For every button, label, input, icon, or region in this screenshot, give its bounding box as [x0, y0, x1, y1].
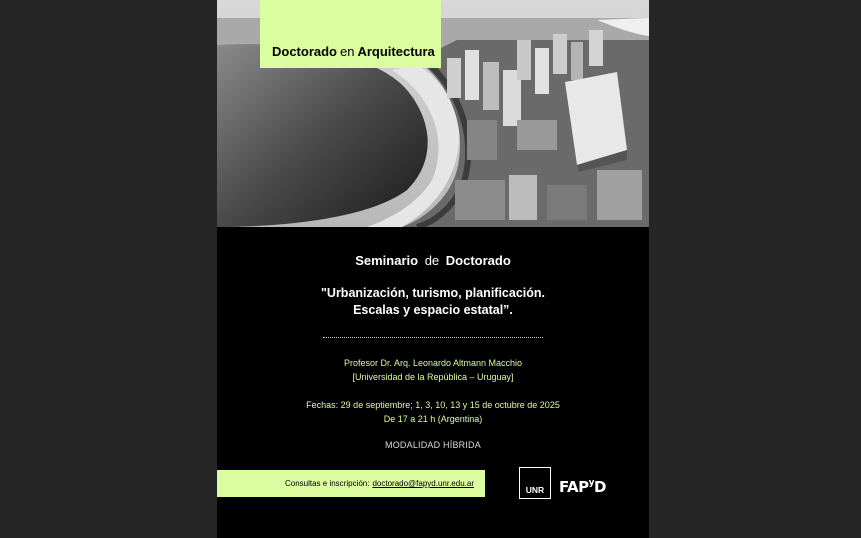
poster	[217, 0, 649, 538]
course-title-line2: Escalas y espacio estatal”.	[353, 303, 513, 317]
schedule-dates: Fechas: 29 de septiembre; 1, 3, 10, 13 y 15 de octubre de 2025	[306, 400, 560, 410]
schedule-block	[217, 398, 649, 426]
fapyd-logo	[559, 478, 606, 496]
program-title-part2: Arquitectura	[357, 44, 435, 59]
course-title-line1: "Urbanización, turismo, planificación.	[320, 286, 546, 300]
seminar-heading	[217, 253, 649, 268]
program-title-connector: en	[340, 44, 355, 59]
fapyd-logo-part1: FAP	[559, 478, 589, 496]
unr-logo: UNR	[519, 467, 551, 499]
professor-block	[217, 356, 649, 384]
seminar-heading-connector: de	[424, 253, 440, 268]
aerial-city-photo	[217, 0, 649, 227]
contact-bar	[217, 470, 485, 497]
schedule-hours: De 17 a 21 h (Argentina)	[383, 414, 483, 424]
professor-name: Profesor Dr. Arq. Leonardo Altmann Macchio	[343, 358, 523, 368]
seminar-heading-part1: Seminario	[355, 253, 419, 268]
seminar-heading-part2: Doctorado	[445, 253, 511, 268]
dotted-divider	[323, 337, 543, 338]
modality-label: MODALIDAD HÍBRIDA	[385, 440, 481, 450]
program-title	[260, 0, 441, 68]
fapyd-logo-part2: D	[594, 478, 606, 496]
contact-email-link[interactable]: doctorado@fapyd.unr.edu.ar	[372, 479, 474, 488]
professor-institution: [Universidad de la República – Uruguay]	[352, 372, 514, 382]
fapyd-logo-y: y	[588, 478, 595, 488]
contact-label: Consultas e inscripción:	[284, 479, 370, 488]
program-title-part1: Doctorado	[272, 44, 337, 59]
course-title	[217, 285, 649, 319]
